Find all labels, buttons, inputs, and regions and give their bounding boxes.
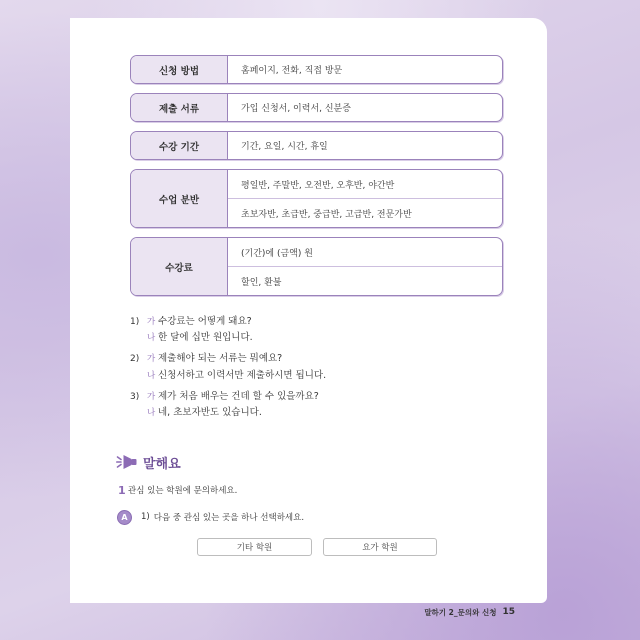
speaker-label: 나 bbox=[147, 333, 156, 344]
dialogue-line bbox=[130, 368, 326, 385]
speaker-label: 가 bbox=[147, 316, 156, 327]
section-header bbox=[116, 452, 181, 472]
dialogue-list bbox=[130, 314, 326, 427]
row-value: 초보자반, 초급반, 중급반, 고급반, 전문가반 bbox=[228, 198, 502, 227]
row-label: 수강 기간 bbox=[131, 132, 228, 159]
task-number: 1 bbox=[118, 483, 126, 497]
dialogue-number: 2) bbox=[130, 354, 140, 365]
row-values bbox=[228, 56, 502, 83]
dialogue-text: 제가 처음 배우는 건데 할 수 있을까요? bbox=[158, 390, 319, 402]
dialogue-line bbox=[130, 351, 326, 368]
speaker-label: 나 bbox=[147, 408, 156, 419]
speaker-label: 가 bbox=[147, 391, 156, 402]
choice-option[interactable]: 요가 학원 bbox=[323, 538, 437, 556]
section-title: 말해요 bbox=[143, 456, 181, 472]
dialogue-text: 네, 초보자반도 있습니다. bbox=[158, 407, 262, 419]
table-row-period bbox=[130, 131, 503, 160]
dialogue-text: 신청서하고 이력서만 제출하시면 됩니다. bbox=[158, 369, 327, 381]
table-row-fee bbox=[130, 237, 503, 296]
chapter-title: 말하기 2_문의와 신청 bbox=[424, 607, 497, 617]
row-values bbox=[228, 94, 502, 121]
speaker-label: 나 bbox=[147, 370, 156, 381]
row-label: 신청 방법 bbox=[131, 56, 228, 83]
choice-option[interactable]: 기타 학원 bbox=[197, 538, 312, 556]
dialogue-number: 3) bbox=[130, 391, 140, 402]
step-line bbox=[117, 509, 304, 525]
dialogue-text: 제출해야 되는 서류는 뭐예요? bbox=[158, 353, 283, 365]
dialogue-item bbox=[130, 351, 326, 384]
dialogue-text: 한 달에 십만 원입니다. bbox=[158, 332, 253, 344]
dialogue-text: 수강료는 어떻게 돼요? bbox=[158, 315, 252, 327]
info-table bbox=[130, 55, 503, 305]
row-label: 제출 서류 bbox=[131, 94, 228, 121]
row-values bbox=[228, 238, 502, 295]
task-line bbox=[118, 481, 237, 499]
row-label: 수강료 bbox=[131, 238, 228, 295]
table-row-classes bbox=[130, 169, 503, 228]
speaker-label: 가 bbox=[147, 354, 156, 365]
textbook-page bbox=[70, 18, 547, 603]
row-values bbox=[228, 132, 502, 159]
step-number: 1) bbox=[141, 512, 150, 522]
row-value: 할인, 환불 bbox=[228, 266, 502, 295]
row-value: 가입 신청서, 이력서, 신분증 bbox=[241, 104, 351, 114]
row-label: 수업 분반 bbox=[131, 170, 228, 227]
dialogue-line bbox=[130, 405, 326, 422]
table-row-documents bbox=[130, 93, 503, 122]
row-value: 기간, 요일, 시간, 휴일 bbox=[241, 142, 328, 152]
table-row-application-method bbox=[130, 55, 503, 84]
page-footer bbox=[424, 605, 515, 619]
step-instruction: 다음 중 관심 있는 곳을 하나 선택하세요. bbox=[153, 513, 305, 523]
page-number: 15 bbox=[502, 607, 515, 617]
row-value: 평일반, 주말반, 오전반, 오후반, 야간반 bbox=[241, 180, 395, 191]
dialogue-line bbox=[130, 330, 326, 347]
row-value: 홈페이지, 전화, 직접 방문 bbox=[241, 66, 343, 76]
task-instruction: 관심 있는 학원에 문의하세요. bbox=[128, 486, 238, 496]
dialogue-number: 1) bbox=[130, 316, 140, 327]
row-value: (기간)에 (금액) 원 bbox=[241, 248, 313, 259]
step-badge: A bbox=[117, 510, 132, 525]
row-values bbox=[228, 170, 502, 227]
speaker-icon bbox=[116, 453, 138, 471]
dialogue-item bbox=[130, 389, 326, 422]
dialogue-item bbox=[130, 314, 326, 347]
dialogue-line bbox=[130, 389, 326, 406]
dialogue-line bbox=[130, 314, 326, 331]
